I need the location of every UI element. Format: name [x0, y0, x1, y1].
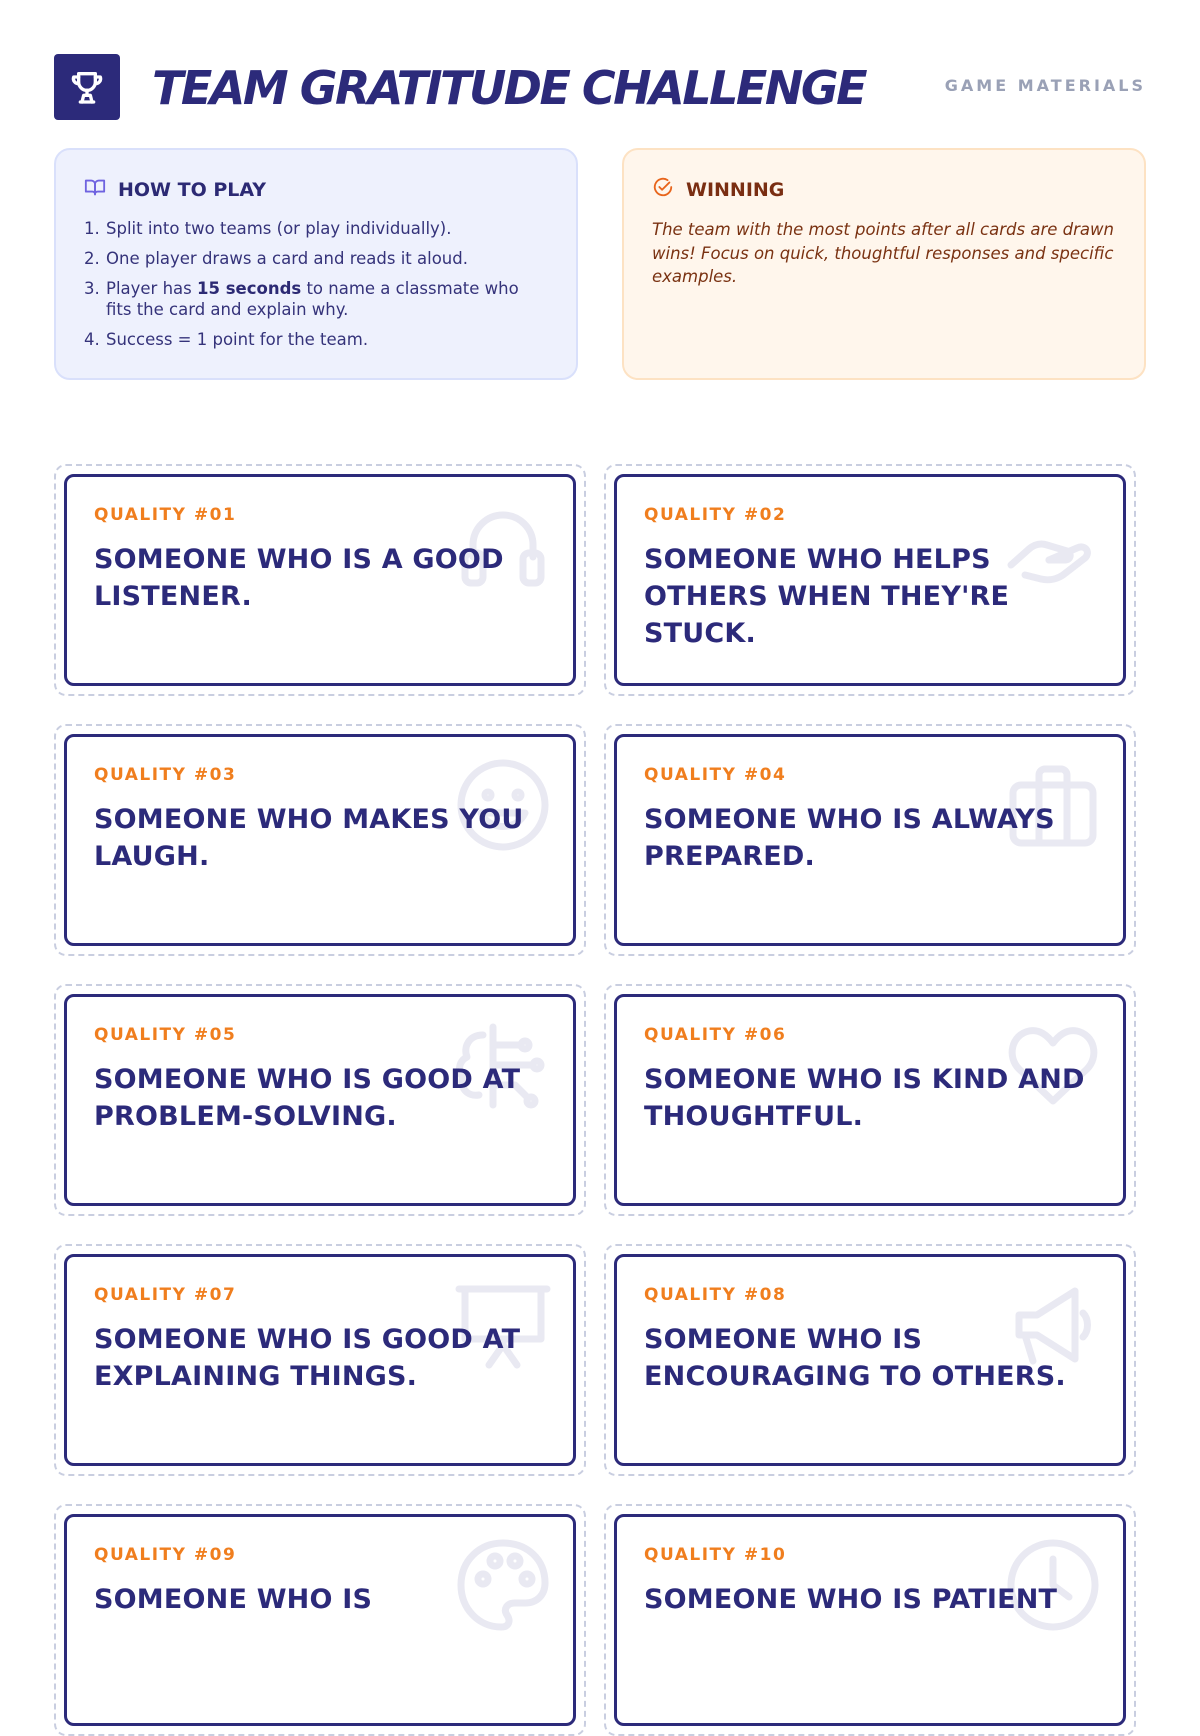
how-to-play-heading: HOW TO PLAY: [84, 176, 548, 204]
card-prompt-text: SOMEONE WHO IS ENCOURAGING TO OTHERS.: [644, 1324, 1066, 1392]
trophy-icon: [54, 54, 120, 120]
card-body: [64, 1254, 576, 1466]
card-quality-label: QUALITY #07: [94, 1285, 237, 1305]
card-body: [614, 734, 1126, 946]
quality-card: [604, 1504, 1136, 1736]
quality-card: [604, 984, 1136, 1216]
book-icon: [84, 176, 106, 204]
card-quality-label: QUALITY #01: [94, 505, 237, 525]
card-quality-label: QUALITY #04: [644, 765, 787, 785]
card-prompt-text: SOMEONE WHO IS ALWAYS PREPARED.: [644, 804, 1055, 872]
quality-card: [604, 464, 1136, 696]
game-materials-badge: GAME MATERIALS: [944, 76, 1146, 95]
card-body: [64, 734, 576, 946]
card-quality-label: QUALITY #05: [94, 1025, 237, 1045]
quality-card: [54, 1504, 586, 1736]
card-body: [64, 994, 576, 1206]
card-body: [64, 1514, 576, 1726]
check-circle-icon: [652, 176, 674, 204]
card-prompt-text: SOMEONE WHO IS KIND AND THOUGHTFUL.: [644, 1064, 1085, 1132]
card-body: [614, 1254, 1126, 1466]
quality-card: [54, 724, 586, 956]
card-quality-label: QUALITY #03: [94, 765, 237, 785]
card-prompt-text: SOMEONE WHO IS A GOOD LISTENER.: [94, 544, 504, 612]
page-header: [54, 54, 1146, 122]
quality-card: [54, 1244, 586, 1476]
card-prompt-text: SOMEONE WHO IS PATIENT: [644, 1584, 1058, 1615]
card-body: [614, 474, 1126, 686]
rules-list: [84, 218, 548, 350]
card-quality-label: QUALITY #10: [644, 1545, 787, 1565]
card-prompt-text: SOMEONE WHO IS: [94, 1584, 373, 1615]
card-quality-label: QUALITY #09: [94, 1545, 237, 1565]
card-prompt-text: SOMEONE WHO IS GOOD AT PROBLEM-SOLVING.: [94, 1064, 521, 1132]
how-to-play-panel: [54, 148, 578, 380]
quality-card: [604, 724, 1136, 956]
quality-card: [604, 1244, 1136, 1476]
card-prompt-text: SOMEONE WHO IS GOOD AT EXPLAINING THINGS.: [94, 1324, 521, 1392]
card-quality-label: QUALITY #06: [644, 1025, 787, 1045]
rule-step: 1. Split into two teams (or play individually).: [84, 219, 452, 238]
winning-panel: [622, 148, 1146, 380]
card-quality-label: QUALITY #02: [644, 505, 787, 525]
card-prompt-text: SOMEONE WHO HELPS OTHERS WHEN THEY'RE STUCK.: [644, 544, 1010, 649]
card-body: [614, 994, 1126, 1206]
card-prompt-text: SOMEONE WHO MAKES YOU LAUGH.: [94, 804, 524, 872]
winning-heading: WINNING: [652, 176, 1116, 204]
quality-card: [54, 984, 586, 1216]
card-body: [64, 474, 576, 686]
rule-step: 4. Success = 1 point for the team.: [84, 330, 369, 349]
quality-card: [54, 464, 586, 696]
winning-text: The team with the most points after all cards are drawn wins! Focus on quick, thoughtful responses and specific examples.: [652, 220, 1114, 286]
card-body: [614, 1514, 1126, 1726]
card-quality-label: QUALITY #08: [644, 1285, 787, 1305]
rule-step: 3. Player has 15 seconds to name a classmate who fits the card and explain why.: [84, 279, 519, 319]
page-title: TEAM GRATITUDE CHALLENGE: [152, 61, 865, 115]
rule-step: 2. One player draws a card and reads it aloud.: [84, 249, 468, 268]
